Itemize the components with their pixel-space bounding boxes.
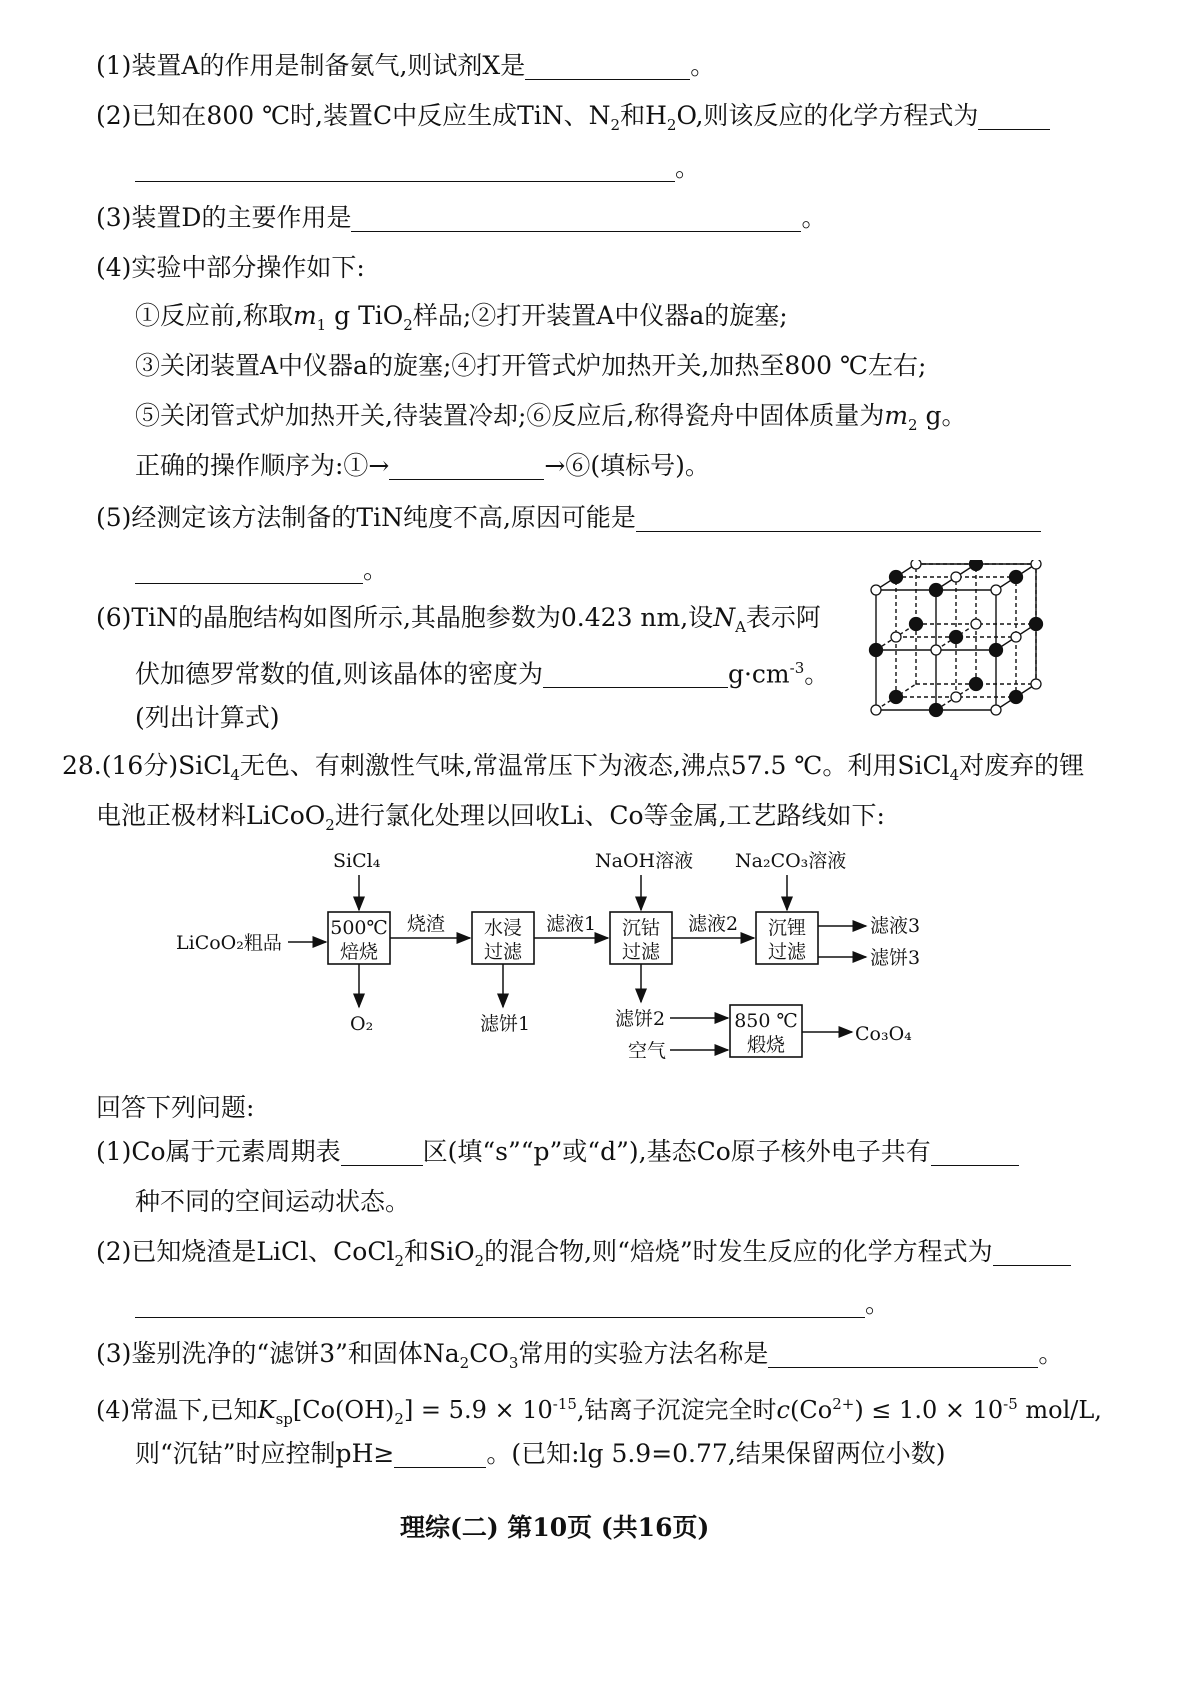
answer-blank[interactable]	[135, 557, 363, 584]
o2-label: O₂	[350, 1013, 374, 1035]
box-leach-line2: 过滤	[483, 941, 523, 963]
q28-heading: 28.(16分)SiCl$_4$无色、有刺激性气味,常温常压下为液态,沸点57.5 ℃。利用SiCl$_4$对废弃的锂	[62, 751, 1085, 784]
box-precip-co-line1: 沉钴	[621, 917, 661, 939]
answer-blank[interactable]	[351, 205, 801, 232]
box-precip-li-line1: 沉锂	[767, 917, 807, 939]
q27-part4-step1: ①反应前,称取$m_1$ g TiO$_2$样品;②打开装置A中仪器a的旋塞;	[135, 301, 788, 334]
feed-label: LiCoO₂粗品	[176, 932, 282, 954]
box-roast-line2: 焙烧	[339, 941, 379, 963]
answer-blank[interactable]	[394, 1441, 486, 1468]
answer-blank[interactable]	[135, 1291, 865, 1318]
process-flow-diagram	[170, 842, 970, 1072]
box-precip-co-line2: 过滤	[621, 941, 661, 963]
answer-blank[interactable]	[135, 155, 675, 182]
answer-blank[interactable]	[931, 1139, 1019, 1166]
box-calcine-line1: 850 ℃	[734, 1010, 798, 1032]
q27-part1: (1)装置A的作用是制备氨气,则试剂X是 。	[96, 51, 716, 80]
arrow-label-slag: 烧渣	[407, 913, 446, 935]
q27-part2: (2)已知在800 ℃时,装置C中反应生成TiN、$N_2$和$H_2O$,则该反应的化学方程式为	[96, 98, 1050, 143]
q27-part5-cont: 。	[135, 552, 388, 588]
air-label: 空气	[628, 1040, 667, 1062]
arrow-label-filtrate2: 滤液2	[688, 913, 739, 935]
q27-part6-l3: (列出计算式)	[135, 703, 280, 732]
cake3-label: 滤饼3	[870, 947, 921, 969]
filtrate3-label: 滤液3	[870, 915, 921, 937]
answer-blank[interactable]	[389, 453, 544, 480]
q28-part1: (1)Co属于元素周期表 区(填“s”“p”或“d”),基态Co原子核外电子共有	[96, 1134, 1019, 1170]
cake1-label: 滤饼1	[480, 1013, 531, 1035]
page-footer: 理综(二) 第10页 (共16页)	[400, 1513, 710, 1542]
tin-unit-cell-figure	[866, 560, 1046, 720]
box-roast-line1: 500℃	[330, 917, 388, 939]
q27-part2-cont: 。	[135, 150, 700, 186]
sicl4-label: SiCl₄	[333, 850, 381, 872]
q27-part5: (5)经测定该方法制备的TiN纯度不高,原因可能是	[96, 500, 1041, 536]
q27-part6-l2: 伏加德罗常数的值,则该晶体的密度为 $g\cdot cm^{-3}$。	[135, 659, 830, 689]
cake2-label: 滤饼2	[615, 1008, 666, 1030]
q28-part4: (4)常温下,已知$K_{sp}[Co(OH)_2] = 5.9 \times 10^{-15}$,钴离子沉淀完全时$c(Co^{2+}) \le 1.0 \times 10^{-5}$ mol/L,	[96, 1395, 1102, 1428]
box-leach-line1: 水浸	[483, 917, 523, 939]
q28-part3: (3)鉴别洗净的“滤饼3”和固体$Na_2CO_3$常用的实验方法名称是 。	[96, 1339, 1064, 1372]
arrow-label-filtrate1: 滤液1	[546, 913, 597, 935]
answer-blank[interactable]	[978, 103, 1050, 130]
na2co3-label: Na₂CO₃溶液	[735, 850, 847, 872]
q28-part1-cont: 种不同的空间运动状态。	[135, 1187, 411, 1216]
q28-heading-cont: 电池正极材料LiCoO$_2$进行氯化处理以回收Li、Co等金属,工艺路线如下:	[96, 801, 885, 834]
q27-part4-order: 正确的操作顺序为:①→ →⑥(填标号)。	[135, 451, 710, 480]
q28-part2: (2)已知烧渣是LiCl、CoCl$_2$和SiO$_2$的混合物,则“焙烧”时发生反应的化学方程式为	[96, 1234, 1071, 1279]
box-calcine-line2: 煅烧	[746, 1034, 786, 1056]
q28-answer-prompt: 回答下列问题:	[96, 1093, 255, 1122]
product-label: Co₃O₄	[855, 1023, 912, 1045]
q27-part4-step2: ③关闭装置A中仪器a的旋塞;④打开管式炉加热开关,加热至800 ℃左右;	[135, 351, 927, 380]
q27-part6: (6)TiN的晶胞结构如图所示,其晶胞参数为0.423 nm,设$N_A$表示阿	[96, 603, 821, 636]
answer-blank[interactable]	[525, 53, 690, 80]
answer-blank[interactable]	[341, 1139, 423, 1166]
q27-part4-step3: ⑤关闭管式炉加热开关,待装置冷却;⑥反应后,称得瓷舟中固体质量为$m_2$ g。	[135, 401, 967, 434]
answer-blank[interactable]	[543, 661, 728, 688]
answer-blank[interactable]	[636, 505, 1041, 532]
q27-part3: (3)装置D的主要作用是 。	[96, 203, 827, 232]
q27-part4-intro: (4)实验中部分操作如下:	[96, 253, 365, 282]
answer-blank[interactable]	[993, 1239, 1071, 1266]
answer-blank[interactable]	[768, 1341, 1038, 1368]
naoh-label: NaOH溶液	[595, 850, 694, 872]
q28-part2-cont: 。	[135, 1286, 890, 1322]
q28-part4-cont: 则“沉钴”时应控制pH≥ 。(已知:lg 5.9=0.77,结果保留两位小数)	[135, 1439, 946, 1468]
box-precip-li-line2: 过滤	[767, 941, 807, 963]
